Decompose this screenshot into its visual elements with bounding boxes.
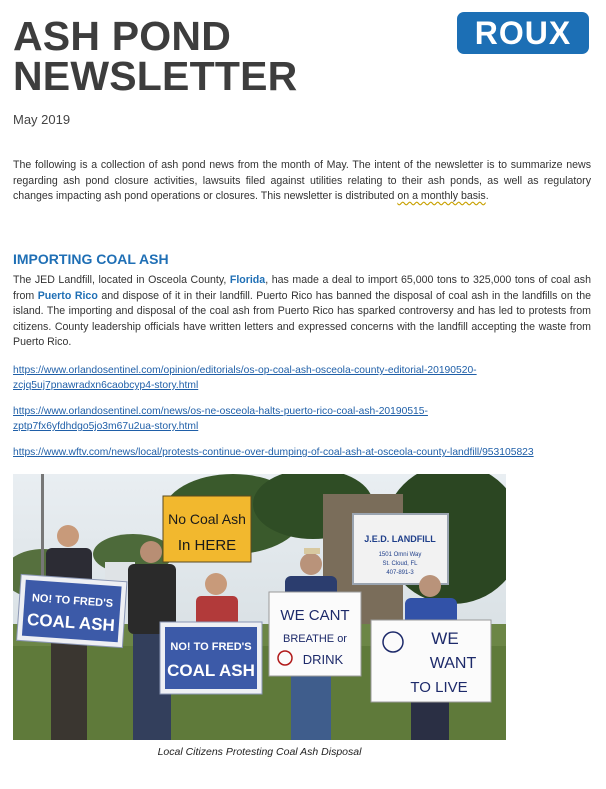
- sign-freds-coal-ash-center: [160, 622, 262, 694]
- sign-no-coal-line-1: No Coal Ash: [168, 511, 246, 527]
- landfill-sign-line-2: 1501 Omni Way: [378, 552, 422, 558]
- sign-freds-a-line-2: COAL ASH: [26, 609, 116, 636]
- body-text-1: The JED Landfill, located in Osceola County,: [13, 274, 230, 286]
- photo-caption: Local Citizens Protesting Coal Ash Disposal: [157, 746, 362, 758]
- body-text-3: and dispose of it in their landfill. Puerto Rico has banned the disposal of coal ash in the landfills on the island. The importing and disposal of the coal ash from Puerto Rico has sparked controversy and has led to protests from citizens. County leadership officials have written letters and expressed concerns with the landfill accepting the waste from Puerto Rico.: [13, 289, 591, 348]
- article-link-2[interactable]: https://www.orlandosentinel.com/news/os-ne-osceola-halts-puerto-rico-coal-ash-20190515-zptp7fx6yfdhdgo5jo3m67u2ua-story.html: [13, 406, 428, 432]
- florida-link[interactable]: Florida: [229, 274, 266, 286]
- intro-paragraph: [13, 158, 591, 205]
- title-line-1: ASH POND: [13, 13, 232, 59]
- landfill-sign-line-3: St. Cloud, FL: [382, 561, 418, 567]
- sign-live-line-3: TO LIVE: [410, 679, 468, 696]
- protest-photo: [13, 474, 506, 740]
- body-text-2: , has made a deal to import 65,000 tons to 325,000 tons of coal ash from: [13, 274, 591, 302]
- sign-live-line-1: WE: [431, 629, 459, 648]
- logo-text: ROUX: [474, 15, 572, 51]
- sign-cant-breathe: [269, 592, 361, 676]
- article-link-3[interactable]: https://www.wftv.com/news/local/protests-continue-over-dumping-of-coal-ash-at-osceola-county-landfill/953105823: [13, 447, 534, 458]
- landfill-sign-line-1: J.E.D. LANDFILL: [364, 534, 436, 544]
- title-line-2: NEWSLETTER: [13, 53, 298, 99]
- puerto-rico-link[interactable]: Puerto Rico: [37, 289, 98, 302]
- sign-freds-b-line-2: COAL ASH: [167, 661, 255, 680]
- issue-date: May 2019: [13, 112, 71, 127]
- sign-freds-b-line-1: NO! TO FRED'S: [170, 641, 252, 653]
- newsletter-title: [13, 13, 298, 99]
- intro-text: The following is a collection of ash pond news from the month of May. The intent of the newsletter is to summarize news regarding ash pond closure activities, lawsuits filed against utilities relating to their ash ponds, as well as regulatory changes impacting ash pond operations or closures. This newsletter is distributed: [13, 159, 591, 202]
- sign-breathe-line-3: DRINK: [302, 652, 344, 667]
- sign-breathe-line-1: WE CANT: [280, 607, 350, 624]
- sign-live-line-2: WANT: [429, 655, 477, 672]
- roux-logo: [457, 12, 589, 54]
- intro-text-end: .: [485, 190, 489, 202]
- sign-freds-a-line-1: NO! TO FRED'S: [31, 592, 114, 610]
- sign-we-want-to-live: [371, 620, 491, 702]
- sign-no-coal-line-2: In HERE: [177, 537, 237, 554]
- intro-marked-text: on a monthly basis: [397, 190, 486, 202]
- article-link-1[interactable]: https://www.orlandosentinel.com/opinion/editorials/os-op-coal-ash-osceola-county-editorial-20190520-zcjq5uj7pnawradxn6caobcyp4-story.html: [13, 365, 477, 391]
- sign-no-coal-ash: [163, 496, 251, 562]
- sign-breathe-line-2: BREATHE or: [283, 633, 347, 645]
- section-heading: IMPORTING COAL ASH: [13, 251, 169, 267]
- section-body: [13, 273, 591, 351]
- landfill-sign-line-4: 407-891-3: [386, 570, 414, 576]
- sign-freds-coal-ash-left: [17, 574, 127, 647]
